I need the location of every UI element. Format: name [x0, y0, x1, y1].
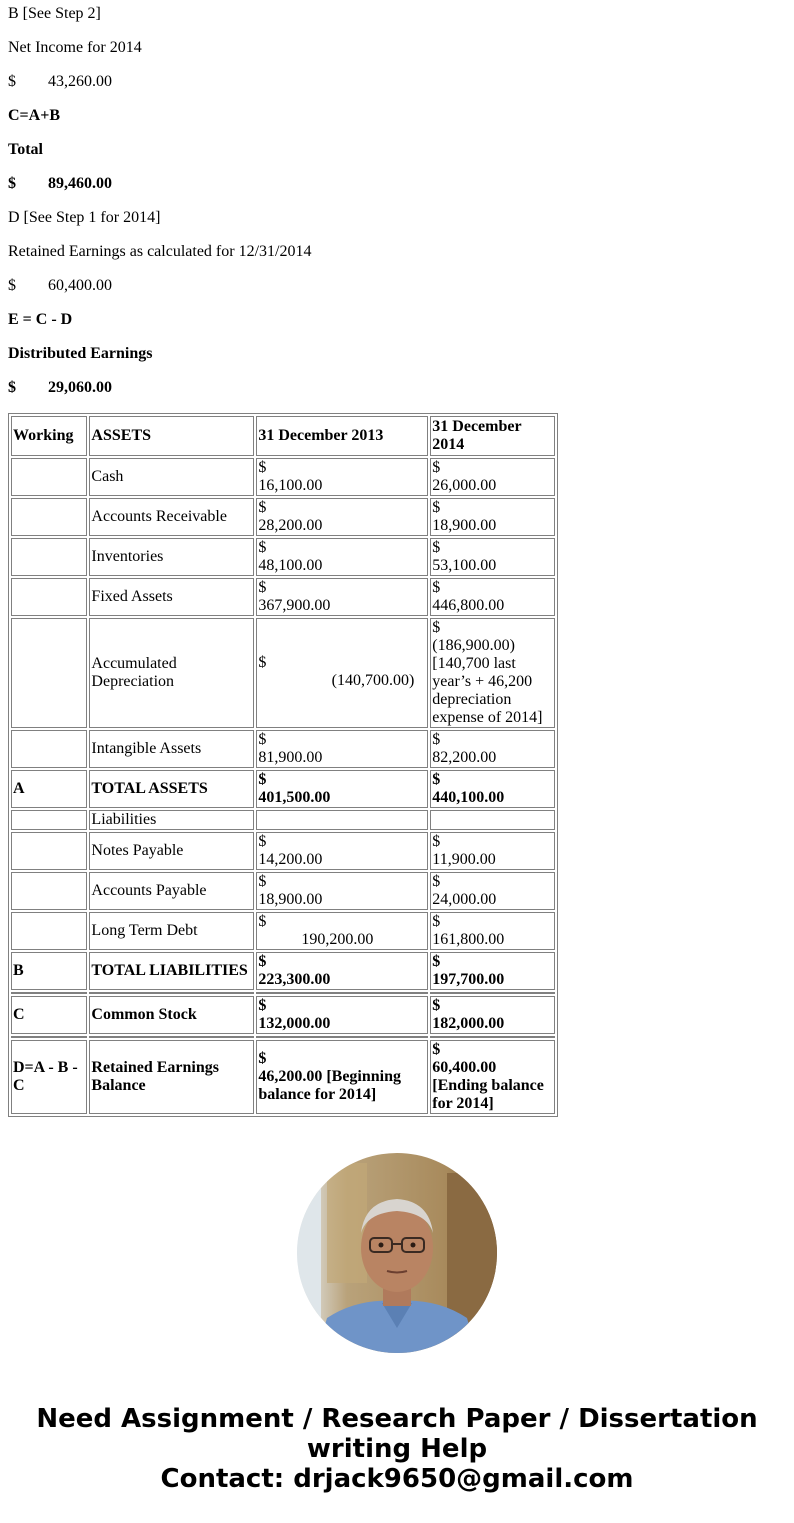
step-c-description: Total	[8, 141, 43, 158]
table-row	[11, 832, 555, 870]
currency-symbol: $	[258, 499, 267, 516]
value-2014	[430, 832, 555, 870]
currency-symbol: $	[432, 459, 441, 476]
table-row-common-stock	[11, 996, 555, 1034]
currency-symbol: $	[432, 833, 441, 850]
working-cell	[11, 730, 87, 768]
table-row	[11, 618, 555, 728]
table-row-retained-earnings	[11, 1040, 555, 1114]
value-2013	[256, 538, 428, 576]
header-working: Working	[11, 416, 87, 456]
working-cell: A	[11, 770, 87, 808]
amount-value: 81,900.00	[258, 749, 323, 766]
value-2014	[430, 996, 555, 1034]
step-c-label: C=A+B	[8, 107, 61, 124]
currency-symbol: $	[258, 1050, 267, 1067]
amount-value: 440,100.00	[432, 789, 505, 806]
value-2014	[430, 618, 555, 728]
spacer-cell	[89, 1036, 254, 1038]
value-2014	[430, 952, 555, 990]
value-2013	[256, 810, 428, 830]
value-2013	[256, 952, 428, 990]
value-2013	[256, 832, 428, 870]
currency-symbol: $	[432, 731, 441, 748]
value-2014	[430, 578, 555, 616]
amount-value: 53,100.00	[432, 557, 497, 574]
amount-value: 60,400.00 [Ending balance for 2014]	[432, 1059, 544, 1112]
step-b-label: B [See Step 2]	[8, 5, 101, 22]
currency-symbol: $	[432, 1041, 441, 1058]
table-row	[11, 458, 555, 496]
promo-contact-line: Contact: drjack9650@gmail.com	[160, 1464, 634, 1494]
working-cell: D=A - B - C	[11, 1040, 87, 1114]
value-2014	[430, 810, 555, 830]
currency-symbol: $	[432, 997, 441, 1014]
value-2014	[430, 730, 555, 768]
table-header-row	[11, 416, 555, 456]
step-b-amount	[8, 72, 112, 92]
step-b-description: Net Income for 2014	[8, 39, 142, 56]
step-c-amount	[8, 174, 112, 194]
row-label: Accounts Payable	[89, 872, 254, 910]
currency-symbol: $	[258, 953, 267, 970]
amount-value: 182,000.00	[432, 1015, 505, 1032]
value-2014	[430, 458, 555, 496]
working-cell: B	[11, 952, 87, 990]
currency-symbol: $	[258, 731, 267, 748]
amount-value: 190,200.00	[301, 931, 374, 948]
step-d-amount	[8, 276, 112, 296]
header-2014: 31 December 2014	[430, 416, 555, 456]
table-row	[11, 498, 555, 536]
author-avatar	[297, 1153, 497, 1353]
amount-value: 26,000.00	[432, 477, 497, 494]
currency-symbol: $	[258, 539, 267, 556]
amount-value: 16,100.00	[258, 477, 323, 494]
promo-line-2: writing Help	[306, 1434, 488, 1464]
row-label: Intangible Assets	[89, 730, 254, 768]
value-2013	[256, 498, 428, 536]
currency-symbol: $	[432, 499, 441, 516]
row-label: Liabilities	[89, 810, 254, 830]
amount-value: 82,200.00	[432, 749, 497, 766]
working-cell	[11, 810, 87, 830]
amount-value: 11,900.00	[432, 851, 496, 868]
value-2013	[256, 1040, 428, 1114]
amount-value: 401,500.00	[258, 789, 331, 806]
currency-symbol: $	[432, 873, 441, 890]
currency-symbol: $	[258, 459, 267, 476]
header-assets: ASSETS	[89, 416, 254, 456]
value-2013	[256, 578, 428, 616]
step-e-description: Distributed Earnings	[8, 345, 153, 362]
row-label: Accumulated Depreciation	[89, 618, 254, 728]
amount-value: 223,300.00	[258, 971, 331, 988]
amount-value: 43,260.00	[48, 73, 112, 90]
row-label: Inventories	[89, 538, 254, 576]
working-cell: C	[11, 996, 87, 1034]
amount-value: 161,800.00	[432, 931, 505, 948]
value-2014	[430, 538, 555, 576]
spacer-cell	[11, 992, 87, 994]
header-2013: 31 December 2013	[256, 416, 428, 456]
amount-value: (186,900.00) [140,700 last year’s + 46,200 depreciation expense of 2014]	[432, 637, 543, 726]
table-spacer-row	[11, 1036, 555, 1038]
spacer-cell	[11, 1036, 87, 1038]
table-row	[11, 578, 555, 616]
working-cell	[11, 498, 87, 536]
currency-symbol: $	[8, 277, 16, 294]
amount-value: 28,200.00	[258, 517, 323, 534]
amount-value: (140,700.00)	[331, 672, 415, 689]
amount-value: 446,800.00	[432, 597, 505, 614]
spacer-cell	[430, 992, 555, 994]
value-2013	[256, 872, 428, 910]
amount-value: 197,700.00	[432, 971, 505, 988]
currency-symbol: $	[258, 873, 267, 890]
currency-symbol: $	[432, 619, 441, 636]
currency-symbol: $	[258, 833, 267, 850]
row-label: Accounts Receivable	[89, 498, 254, 536]
row-label: TOTAL ASSETS	[89, 770, 254, 808]
step-d-description: Retained Earnings as calculated for 12/31/2014	[8, 243, 312, 260]
currency-symbol: $	[432, 579, 441, 596]
value-2013	[256, 770, 428, 808]
promo-line-1: Need Assignment / Research Paper / Dissertation	[36, 1404, 758, 1434]
row-label: Long Term Debt	[89, 912, 254, 950]
table-row	[11, 538, 555, 576]
row-label: TOTAL LIABILITIES	[89, 952, 254, 990]
working-cell	[11, 912, 87, 950]
currency-symbol: $	[8, 175, 16, 192]
spacer-cell	[256, 1036, 428, 1038]
spacer-cell	[89, 992, 254, 994]
currency-symbol: $	[432, 913, 441, 930]
table-row	[11, 872, 555, 910]
working-cell	[11, 458, 87, 496]
step-e-label: E = C - D	[8, 311, 73, 328]
row-label: Notes Payable	[89, 832, 254, 870]
amount-value: 18,900.00	[258, 891, 323, 908]
author-portrait-image	[297, 1153, 497, 1353]
step-d-label: D [See Step 1 for 2014]	[8, 209, 161, 226]
amount-value: 18,900.00	[432, 517, 497, 534]
currency-symbol: $	[8, 73, 16, 90]
amount-value: 89,460.00	[48, 175, 112, 192]
value-2013	[256, 458, 428, 496]
currency-symbol: $	[258, 913, 267, 930]
table-row-liabilities-heading	[11, 810, 555, 830]
value-2014	[430, 1040, 555, 1114]
currency-symbol: $	[258, 579, 267, 596]
amount-value: 60,400.00	[48, 277, 112, 294]
currency-symbol: $	[8, 379, 16, 396]
amount-value: 132,000.00	[258, 1015, 331, 1032]
table-row-total-liabilities	[11, 952, 555, 990]
amount-value: 48,100.00	[258, 557, 323, 574]
value-2014	[430, 912, 555, 950]
amount-value: 14,200.00	[258, 851, 323, 868]
value-2013	[256, 618, 428, 728]
table-row	[11, 912, 555, 950]
table-spacer-row	[11, 992, 555, 994]
value-2014	[430, 872, 555, 910]
row-label: Cash	[89, 458, 254, 496]
currency-symbol: $	[258, 654, 267, 671]
value-2014	[430, 498, 555, 536]
currency-symbol: $	[258, 771, 267, 788]
value-2013	[256, 730, 428, 768]
amount-value: 24,000.00	[432, 891, 497, 908]
working-cell	[11, 618, 87, 728]
working-cell	[11, 538, 87, 576]
table-row-total-assets	[11, 770, 555, 808]
spacer-cell	[256, 992, 428, 994]
row-label: Common Stock	[89, 996, 254, 1034]
row-label: Fixed Assets	[89, 578, 254, 616]
value-2014	[430, 770, 555, 808]
step-e-amount	[8, 378, 112, 398]
amount-value: 367,900.00	[258, 597, 331, 614]
currency-symbol: $	[432, 953, 441, 970]
amount-value: 29,060.00	[48, 379, 112, 396]
working-cell	[11, 872, 87, 910]
table-row	[11, 730, 555, 768]
working-cell	[11, 832, 87, 870]
amount-value: 46,200.00 [Beginning balance for 2014]	[258, 1068, 402, 1103]
balance-sheet-table	[8, 413, 558, 1117]
currency-symbol: $	[432, 771, 441, 788]
value-2013	[256, 912, 428, 950]
working-cell	[11, 578, 87, 616]
currency-symbol: $	[258, 997, 267, 1014]
currency-symbol: $	[432, 539, 441, 556]
spacer-cell	[430, 1036, 555, 1038]
value-2013	[256, 996, 428, 1034]
row-label: Retained Earnings Balance	[89, 1040, 254, 1114]
